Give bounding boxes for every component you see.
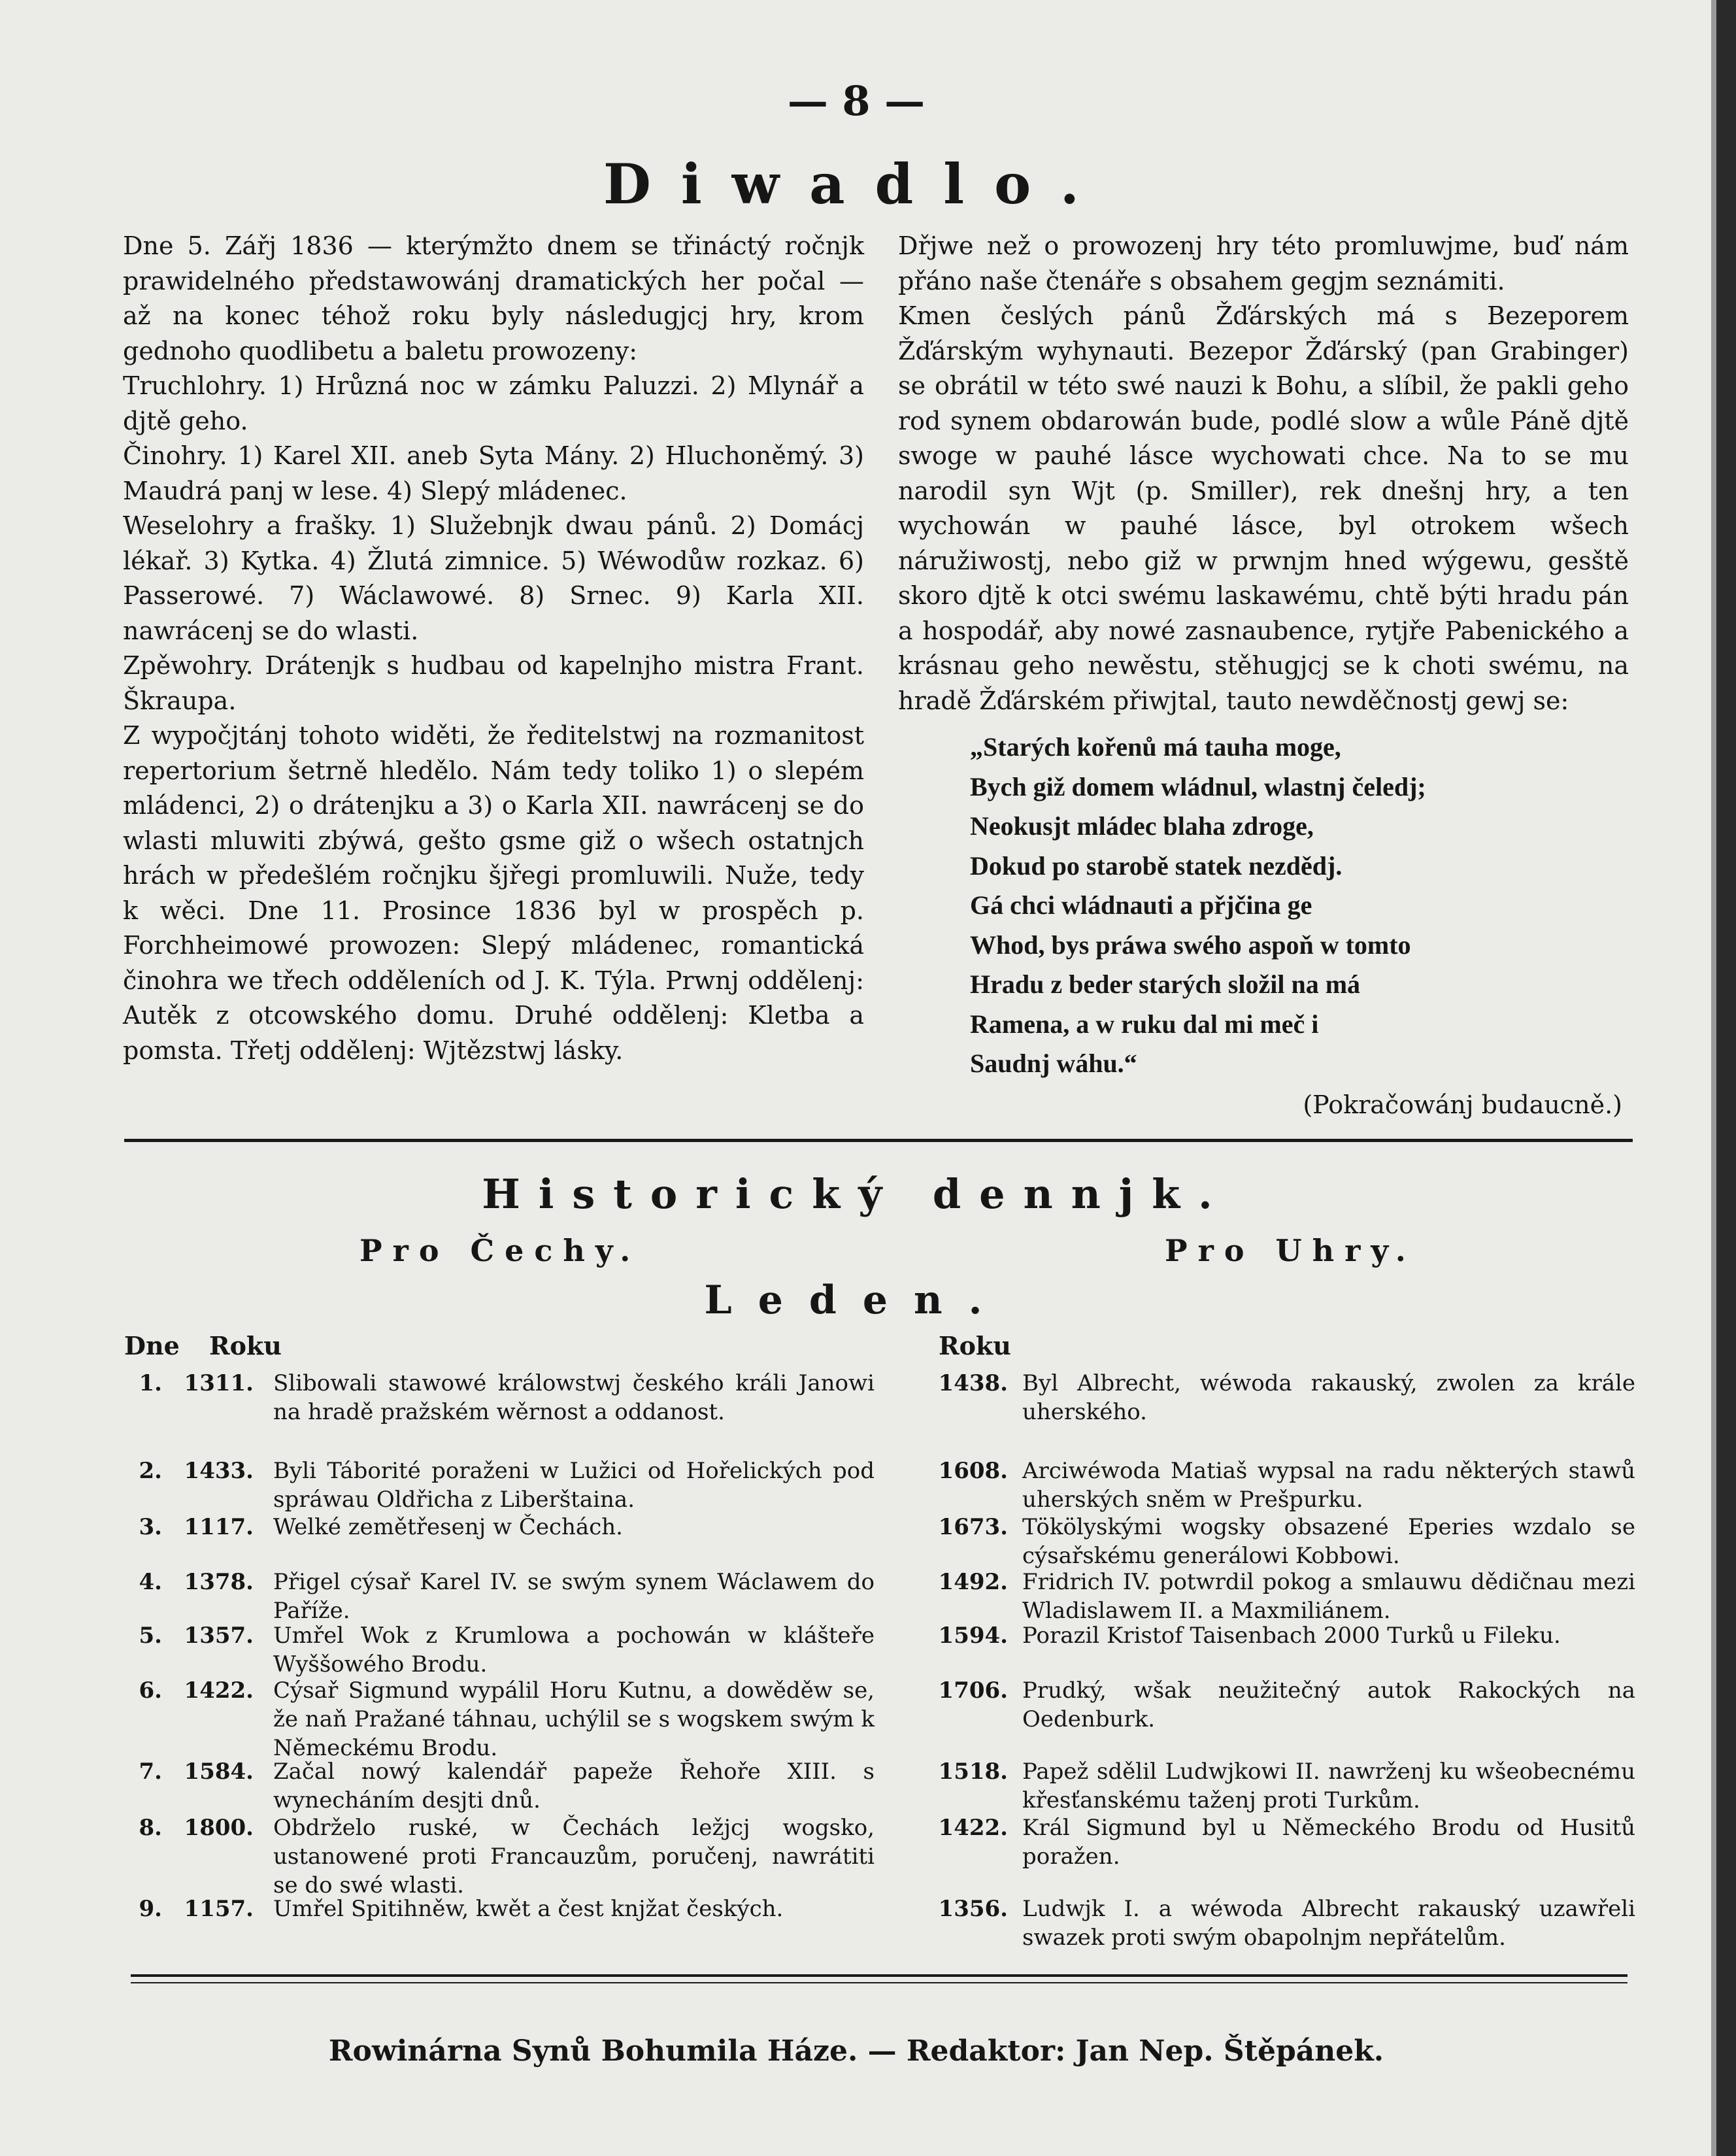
entry-text: Welké zemětřesenj w Čechách.: [273, 1514, 623, 1540]
verse-line: „Starých kořenů má tauha moge,: [970, 732, 1341, 762]
page-number: — 8 —: [787, 77, 926, 125]
theatre-paragraph: Činohry. 1) Karel XII. aneb Syta Mány. 2) Hluchoněmý. 3) Maudrá panj w lese. 4) Slepý mládenec.: [123, 441, 864, 505]
verse-line: Bych giž domem wládnul, wlastnj čeledj;: [970, 771, 1426, 801]
entry-day: 3.: [139, 1514, 162, 1540]
entry-text: Byl Albrecht, wéwoda rakauský, zwolen za krále uherského.: [1022, 1370, 1635, 1425]
theatre-heading: Diwadlo.: [603, 152, 1109, 216]
entry-text: Přigel cýsař Karel IV. se swým synem Wáclawem do Paříže.: [273, 1569, 875, 1624]
entry-year: 1673.: [938, 1514, 1008, 1540]
entry-year: 1378.: [184, 1569, 254, 1595]
entry-year: 1422.: [938, 1815, 1008, 1841]
entry-year: 1608.: [938, 1458, 1008, 1484]
entry-text: Byli Táborité poraženi w Lužici od Hořelických pod spráwau Oldřicha z Liberštaina.: [273, 1458, 875, 1513]
entry-text: Obdrželo ruské, w Čechách ležjcj wogsko, ustanowené proti Francauzům, poručenj, nawrátiti se do swé wlasti.: [273, 1815, 875, 1898]
verse-line: Gá chci wládnauti a přjčina ge: [970, 890, 1312, 920]
section-divider: [124, 1139, 1633, 1142]
theatre-right-column: [898, 229, 1629, 1122]
entry-year: 1594.: [938, 1623, 1008, 1649]
entry-text: Arciwéwoda Matiaš wypsal na radu některých stawů uherských sněm w Prešpurku.: [1022, 1458, 1635, 1513]
entry-year: 1117.: [184, 1514, 254, 1540]
entry-text: Slibowali stawowé králowstwj českého králi Janowi na hradě pražském wěrnost a oddanost.: [273, 1370, 875, 1425]
entry-day: 5.: [139, 1623, 162, 1649]
entry-year: 1584.: [184, 1759, 254, 1785]
calendar-right-heading: Pro Uhry.: [1165, 1233, 1416, 1268]
entry-day: 9.: [139, 1896, 162, 1922]
entry-year: 1157.: [184, 1896, 254, 1922]
entry-year: 1518.: [938, 1759, 1008, 1785]
verse-line: Neokusjt mládec blaha zdroge,: [970, 811, 1314, 841]
continuation-note: (Pokračowánj budaucně.): [1303, 1090, 1622, 1119]
entry-text: Tökölyskými wogsky obsazené Eperies wzdalo se cýsařskému generálowi Kobbowi.: [1022, 1514, 1635, 1569]
entry-text: Fridrich IV. potwrdil pokog a smlauwu dědičnau mezi Wladislawem II. a Maxmiliánem.: [1022, 1569, 1635, 1624]
verse-line: Dokud po starobě statek nezdědj.: [970, 851, 1343, 881]
entry-text: Cýsař Sigmund wypálil Horu Kutnu, a dowěděw se, že naň Pražané táhnau, uchýlil se s wogskem swým k Německému Brodu.: [273, 1677, 875, 1761]
calendar-left-heading: Pro Čechy.: [359, 1233, 641, 1268]
entry-day: 7.: [139, 1759, 162, 1785]
verse-line: Saudnj wáhu.“: [970, 1049, 1137, 1078]
entry-text: Umřel Wok z Krumlowa a pochowán w klášteře Wyššowého Brodu.: [273, 1623, 875, 1677]
calendar-heading: Historický dennjk.: [482, 1170, 1231, 1218]
imprint-footer: Rowinárna Synů Bohumila Háze. — Redaktor: Jan Nep. Štěpánek.: [328, 2034, 1384, 2068]
month-heading: Leden.: [704, 1277, 1009, 1323]
col-header-year-right: Roku: [939, 1331, 1011, 1360]
entry-year: 1433.: [184, 1458, 254, 1484]
theatre-paragraph: Kmen česlých pánů Žďárských má s Bezeporem Žďárským wyhynauti. Bezepor Žďárský (pan Grabinger) se obrátil w této swé nauzi k Bohu, a slíbil, že pakli geho rod synem obdarowán bude, podlé slow a wůle Páně djtě swoge w pauhé lásce wychowati chce. Na to se mu narodil syn Wjt (p. Smiller), rek dnešnj hry, a ten wychowán w pauhé lásce, byl otrokem wšech náružiwostj, nebo giž w prwnjm hned wýgewu, gesště skoro djtě k otci swému laskawému, chtě býti hradu pán a hospodář, aby nowé zasnaubence, rytjře Pabenického a krásnau geho newěstu, stěhugjcj se k choti swému, na hradě Žďárském přiwjtal, tauto newděčnostj gewj se:: [898, 301, 1629, 715]
col-header-day: Dne: [124, 1331, 180, 1360]
page-edge-shadow: [1716, 0, 1736, 2156]
entry-year: 1438.: [938, 1370, 1008, 1396]
entry-year: 1357.: [184, 1623, 254, 1649]
entry-text: Papež sdělil Ludwjkowi II. nawrženj ku wšeobecnému křesťanskému taženj proti Turkům.: [1022, 1759, 1635, 1813]
theatre-left-column: [123, 229, 864, 1068]
entry-year: 1492.: [938, 1569, 1008, 1595]
entry-day: 6.: [139, 1677, 162, 1704]
entry-day: 8.: [139, 1815, 162, 1841]
theatre-paragraph: Z wypočjtánj tohoto widěti, že ředitelstwj na rozmanitost repertorium šetrně hledělo. Nám tedy toliko 1) o slepém mládenci, 2) o drátenjku a 3) o Karla XII. nawrácenj se do wlasti mluwiti zbýwá, gešto gsme giž o wšech ostatnjch hrách w předešlém ročnjku šjřegi promluwili. Nuže, tedy k wěci. Dne 11. Prosince 1836 byl w prospěch p. Forchheimowé prowozen: Slepý mládenec, romantická činohra we třech odděleních od J. K. Týla. Prwnj oddělenj: Autěk z otcowského domu. Druhé oddělenj: Kletba a pomsta. Třetj oddělenj: Wjtězstwj lásky.: [123, 721, 864, 1065]
entry-year: 1311.: [184, 1370, 254, 1396]
entry-year: 1356.: [938, 1896, 1008, 1922]
entry-year: 1422.: [184, 1677, 254, 1704]
entry-text: Umřel Spitihněw, kwět a čest knjžat českých.: [273, 1896, 784, 1922]
theatre-paragraph: Truchlohry. 1) Hrůzná noc w zámku Paluzzi. 2) Mlynář a djtě geho.: [123, 371, 864, 435]
verse-line: Hradu z beder starých složil na má: [970, 969, 1361, 999]
col-header-year: Roku: [209, 1331, 282, 1360]
entry-text: Prudký, wšak neužitečný autok Rakockých na Oedenburk.: [1022, 1677, 1635, 1732]
page-edge-border: [1711, 0, 1716, 2156]
theatre-paragraph: Zpěwohry. Drátenjk s hudbau od kapelnjho mistra Frant. Škraupa.: [123, 651, 864, 715]
entry-day: 1.: [139, 1370, 162, 1396]
entry-text: Král Sigmund byl u Německého Brodu od Husitů poražen.: [1022, 1815, 1635, 1870]
theatre-paragraph: Weselohry a frašky. 1) Služebnjk dwau pánů. 2) Domácj lékař. 3) Kytka. 4) Žlutá zimnice. 5) Wéwodůw rozkaz. 6) Passerowé. 7) Wáclawowé. 8) Srnec. 9) Karla XII. nawrácenj se do wlasti.: [123, 511, 864, 645]
footer-divider-thin: [131, 1982, 1628, 1983]
entry-day: 4.: [139, 1569, 162, 1595]
entry-day: 2.: [139, 1458, 162, 1484]
verse-line: Whod, bys práwa swého aspoň w tomto: [970, 930, 1411, 960]
entry-text: Porazil Kristof Taisenbach 2000 Turků u Fileku.: [1022, 1623, 1561, 1649]
footer-divider: [131, 1974, 1628, 1977]
theatre-paragraph: Dne 5. Zářj 1836 — kterýmžto dnem se třináctý ročnjk prawidelného předstawowánj dramatických her počal — až na konec téhož roku byly následugjcj hry, krom gednoho quodlibetu a baletu prowozeny:: [123, 231, 864, 365]
verse-line: Ramena, a w ruku dal mi meč i: [970, 1009, 1319, 1039]
verse-quote: [970, 728, 1629, 1084]
entry-text: Začal nowý kalendář papeže Řehoře XIII. s wynecháním desjti dnů.: [273, 1759, 875, 1813]
entry-year: 1800.: [184, 1815, 254, 1841]
entry-year: 1706.: [938, 1677, 1008, 1704]
entry-text: Ludwjk I. a wéwoda Albrecht rakauský uzawřeli swazek proti swým obapolnjm nepřátelům.: [1022, 1896, 1635, 1951]
theatre-paragraph: Dřjwe než o prowozenj hry této promluwjme, buď nám přáno naše čtenáře s obsahem gegjm seznámiti.: [898, 231, 1629, 295]
